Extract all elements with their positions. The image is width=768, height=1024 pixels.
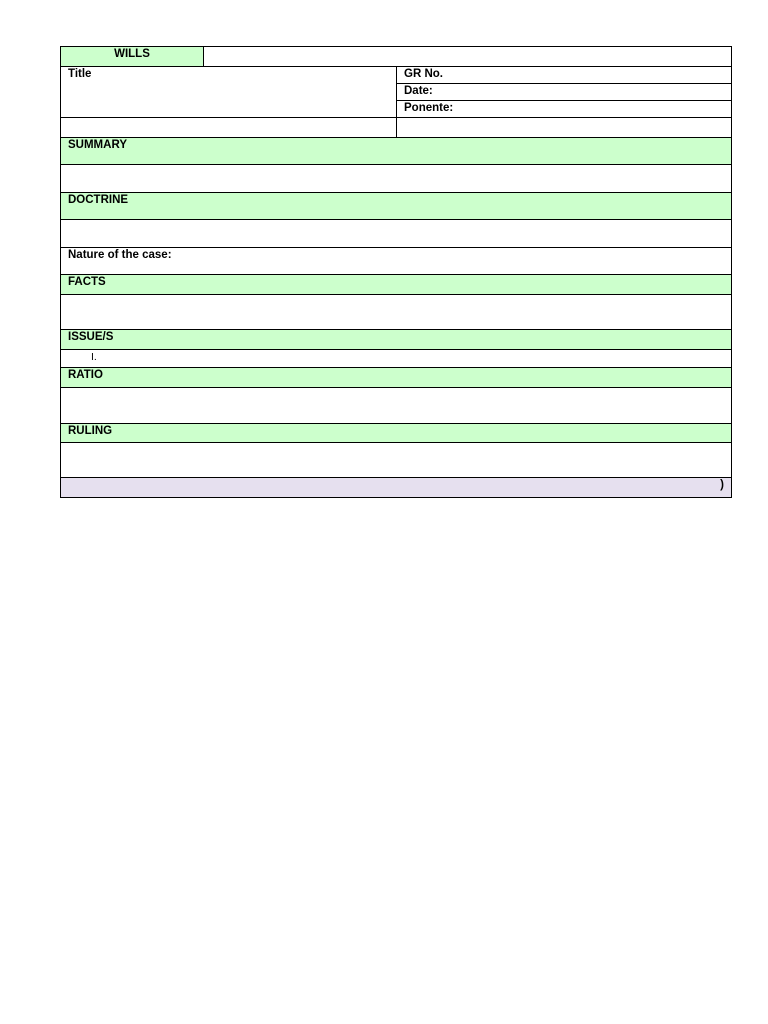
doctrine-body-row <box>61 220 732 248</box>
facts-label: FACTS <box>68 276 106 288</box>
doctrine-label: DOCTRINE <box>68 194 129 206</box>
date-cell[interactable] <box>397 84 732 101</box>
facts-header-row <box>61 275 732 295</box>
ratio-body-row <box>61 388 732 424</box>
ruling-body-row <box>61 443 732 478</box>
blank-left-cell[interactable] <box>61 118 397 138</box>
summary-header <box>61 138 732 165</box>
footer-row <box>61 478 732 498</box>
subject-label: WILLS <box>114 48 150 60</box>
ponente-cell[interactable] <box>397 101 732 118</box>
summary-label: SUMMARY <box>68 139 127 151</box>
ratio-field[interactable] <box>61 388 732 424</box>
ratio-label: RATIO <box>68 369 103 381</box>
case-digest-sheet <box>60 46 731 498</box>
ratio-header <box>61 368 732 388</box>
ponente-label: Ponente: <box>404 102 454 114</box>
nature-field[interactable] <box>61 248 732 275</box>
doctrine-field[interactable] <box>61 220 732 248</box>
summary-body-row <box>61 165 732 193</box>
summary-field[interactable] <box>61 165 732 193</box>
ruling-header-row <box>61 424 732 443</box>
ruling-label: RULING <box>68 425 113 437</box>
doctrine-header <box>61 193 732 220</box>
issue-marker: I. <box>91 351 97 363</box>
gr-no-label: GR No. <box>404 68 443 80</box>
facts-header <box>61 275 732 295</box>
title-gr-row <box>61 67 732 84</box>
date-label: Date: <box>404 85 433 97</box>
issues-header-row <box>61 330 732 350</box>
ruling-field[interactable] <box>61 443 732 478</box>
nature-row <box>61 248 732 275</box>
subject-value-cell[interactable] <box>204 47 732 67</box>
blank-right-cell[interactable] <box>397 118 732 138</box>
footer-text: ) <box>720 479 724 491</box>
subject-row <box>61 47 732 67</box>
gr-no-cell[interactable] <box>397 67 732 84</box>
issues-label: ISSUE/S <box>68 331 114 343</box>
case-digest-table <box>60 46 732 498</box>
footer-bar <box>61 478 732 498</box>
title-label: Title <box>68 68 92 80</box>
ruling-header <box>61 424 732 443</box>
issue-item-row <box>61 350 732 368</box>
issues-header <box>61 330 732 350</box>
subject-label-cell <box>61 47 204 67</box>
facts-body-row <box>61 295 732 330</box>
facts-field[interactable] <box>61 295 732 330</box>
blank-split-row <box>61 118 732 138</box>
summary-header-row <box>61 138 732 165</box>
doctrine-header-row <box>61 193 732 220</box>
title-cell[interactable] <box>61 67 397 118</box>
nature-label: Nature of the case: <box>68 249 172 261</box>
ratio-header-row <box>61 368 732 388</box>
issue-item-field[interactable] <box>61 350 732 368</box>
